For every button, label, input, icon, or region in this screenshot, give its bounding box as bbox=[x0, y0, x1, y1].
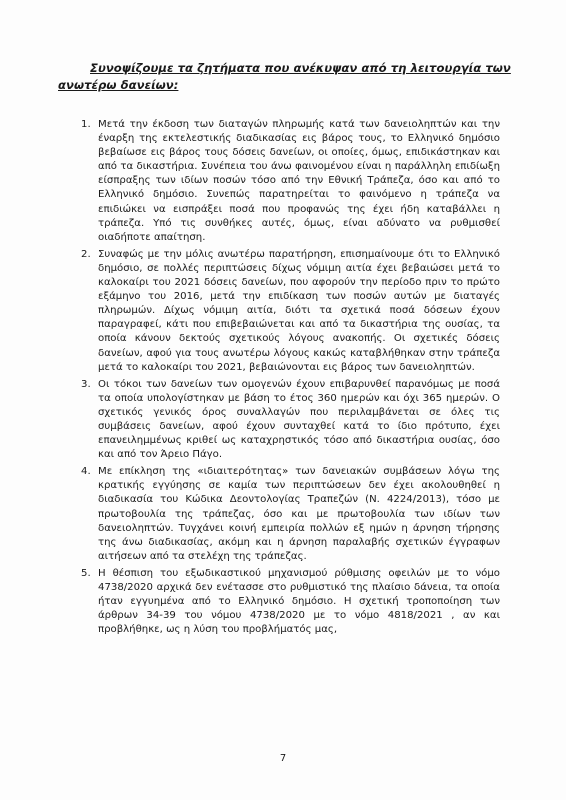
list-item-text: Συναφώς με την μόλις ανωτέρω παρατήρηση, επισημαίνουμε ότι το Ελληνικό δημόσιο, σε πολλές περιπτώσεις δίχως νόμιμη αιτία έχει βεβαιώσει μετά το καλοκαίρι του 2021 δόσεις δανείων, που αφορούν την περίοδο πριν το πρώτο εξάμηνο του 2016, μετά την επιδίκαση των ποσών αυτών με διαταγές πληρωμών. Δίχως νόμιμη αιτία, διότι τα σχετικά ποσά δόσεων έχουν παραγραφεί, κάτι που επιβεβαιώνεται και από τα δικαστήρια της ουσίας, τα οποία κάνουν δεκτούς σχετικούς λόγους ανακοπής. Οι σχετικές δόσεις δανείων, αφού για τους ανωτέρω λόγους κακώς καταβλήθηκαν στην τράπεζα μετά το καλοκαίρι του 2021, βεβαιώνονται εις βάρος των δανειοληπτών. bbox=[98, 248, 500, 373]
list-item-text: Οι τόκοι των δανείων των ομογενών έχουν επιβαρυνθεί παρανόμως με ποσά τα οποία υπολογίστηκαν με βάση το έτος 360 ημερών και όχι 365 ημερών. Ο σχετικός γενικός όρος συναλλαγών που περιλαμβάνεται σε όλες τις συμβάσεις δανείων, αφού έχουν συνταχθεί κατά το ίδιο πρότυπο, έχει επανειλημμένως κριθεί ως καταχρηστικός τόσο από δικαστήρια ουσίας, όσο και από τον Άρειο Πάγο. bbox=[98, 378, 500, 461]
page-number: 7 bbox=[279, 753, 287, 764]
list-item-number: 3. bbox=[81, 378, 91, 390]
section-heading: Συνοψίζουμε τα ζητήματα που ανέκυψαν από τη λειτουργία των ανωτέρω δανείων: bbox=[58, 61, 511, 92]
list-item-number: 4. bbox=[81, 466, 91, 478]
list-item-text: Μετά την έκδοση των διαταγών πληρωμής κατά των δανειοληπτών και την έναρξη της εκτελεστικής διαδικασίας εις βάρος τους, το Ελληνικό δημόσιο βεβαίωσε εις βάρος τους δόσεις δανείων, οι οποίες, όμως, επιδικάστηκαν και από τα δικαστήρια. Συνέπεια του άνω φαινομένου είναι η παράλληλη επιδίωξη είσπραξης των ιδίων ποσών τόσο από την Εθνική Τράπεζα, όσο και από το Ελληνικό δημόσιο. Συνεπώς παρατηρείται το φαινόμενο η τράπεζα να επιδιώκει να εισπράξει ποσά που προφανώς της έχει ήδη καταβάλλει η τράπεζα. Υπό τις συνθήκες αυτές, όμως, είναι αδύνατο να ρυθμισθεί οιαδήποτε απαίτηση. bbox=[98, 119, 500, 243]
list-item bbox=[82, 378, 500, 463]
list-item-text: Με επίκληση της «ιδιαιτερότητας» των δανειακών συμβάσεων λόγω της κρατικής εγγύησης σε καμία των περιπτώσεων δεν έχει ακολουθηθεί η διαδικασία του Κώδικα Δεοντολογίας Τραπεζών (Ν. 4224/2013), τόσο με πρωτοβουλία της τράπεζας, όσο και με πρωτοβουλία των ιδίων των δανειοληπτών. Τυγχάνει κοινή εμπειρία πολλών εξ ημών η άρνηση τήρησης της άνω διαδικασίας, ακόμη και η άρνηση παραλαβής σχετικών έγγραφων αιτήσεων από τα στελέχη της τράπεζας. bbox=[98, 466, 500, 562]
list-item-text: Η θέσπιση του εξωδικαστικού μηχανισμού ρύθμισης οφειλών με το νόμο 4738/2020 αρχικά δεν ενέτασσε στο ρυθμιστικό της πλαίσιο δάνεια, τα οποία ήταν εγγυημένα από το Ελληνικό δημόσιο. Η σχετική τροποποίηση των άρθρων 34-39 του νόμου 4738/2020 με το νόμο 4818/2021 , αν και προβλήθηκε, ως η λύση του προβλήματός μας, bbox=[98, 567, 500, 636]
list-item-number: 5. bbox=[81, 567, 91, 579]
list-item bbox=[82, 465, 500, 564]
list-item bbox=[82, 248, 500, 375]
list-item-number: 2. bbox=[81, 248, 91, 260]
list-item bbox=[82, 118, 500, 245]
list-item bbox=[82, 567, 500, 637]
list-item-number: 1. bbox=[81, 119, 91, 130]
issues-list bbox=[82, 118, 500, 640]
